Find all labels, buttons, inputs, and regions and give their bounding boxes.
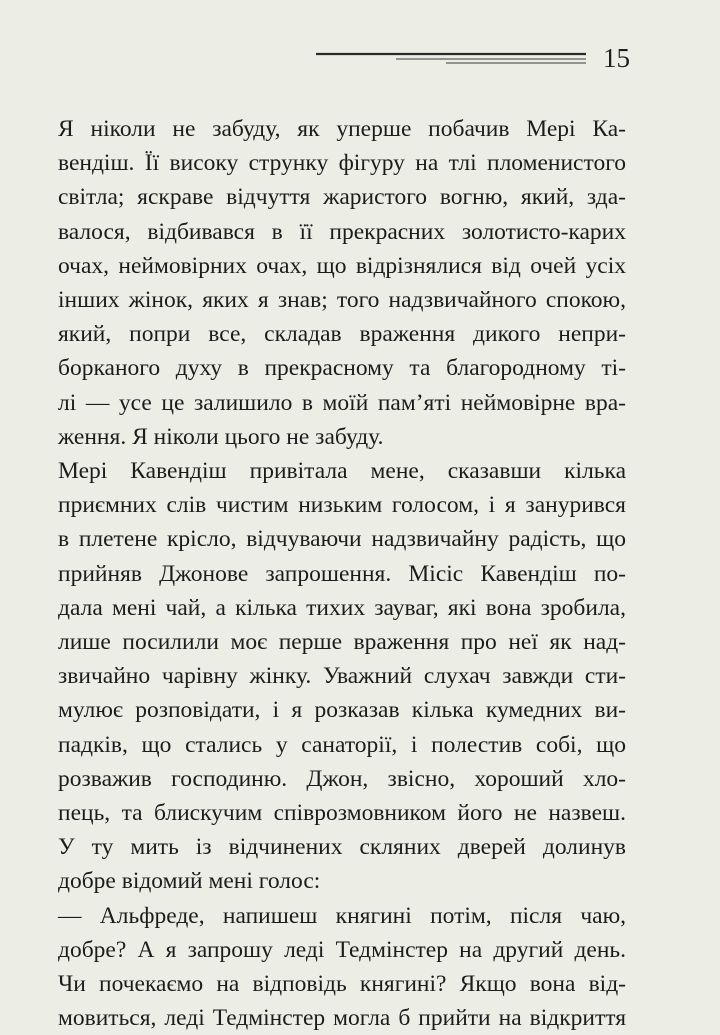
- text-line: пець, та блискучим співрозмовником його не назвеш.: [58, 800, 626, 827]
- text-line: ження. Я ніколи цього не забуду.: [58, 423, 384, 450]
- header-rule: [316, 48, 586, 70]
- text-line: вендіш. Її високу струнку фігуру на тлі пломенистого: [58, 150, 626, 177]
- text-line: приємних слів чистим низьким голосом, і я занурився: [58, 492, 626, 519]
- text-line: інших жінок, яких я знав; того надзвичайного спокою,: [58, 287, 626, 314]
- text-line: мовиться, леді Тедмінстер могла б прийти на відкриття: [58, 1005, 626, 1032]
- text-line: У ту мить із відчинених скляних дверей долинув: [58, 834, 626, 861]
- text-line: добре? А я запрошу леді Тедмінстер на другий день.: [58, 936, 626, 963]
- text-line: Я ніколи не забуду, як уперше побачив Мері Ка-: [58, 116, 626, 142]
- text-line: борканого духу в прекрасному та благородному ті-: [58, 355, 626, 382]
- text-line: — Альфреде, напишеш княгині потім, після чаю,: [58, 902, 626, 929]
- body-text: [58, 112, 626, 1035]
- text-line: мулює розповідати, і я розказав кілька кумедних ви-: [58, 697, 626, 724]
- text-line: світла; яскраве відчуття жаристого вогню, який, зда-: [58, 184, 626, 211]
- text-line: валося, відбивався в її прекрасних золотисто-карих: [58, 218, 626, 245]
- text-line: очах, неймовірних очах, що відрізнялися від очей усіх: [58, 252, 626, 279]
- text-line: Мері Кавендіш привітала мене, сказавши кілька: [58, 458, 626, 485]
- text-line: лише посилили моє перше враження про неї як над-: [58, 629, 626, 656]
- text-line: розважив господиню. Джон, звісно, хороший хло-: [58, 765, 626, 792]
- text-line: дала мені чай, а кілька тихих зауваг, які вона зробила,: [58, 594, 626, 621]
- text-line: падків, що стались у санаторії, і полестив собі, що: [58, 731, 626, 758]
- text-line: який, попри все, складав враження дикого непри-: [58, 321, 626, 348]
- text-line: в плетене крісло, відчуваючи надзвичайну радість, що: [58, 526, 626, 553]
- text-line: прийняв Джонове запрошення. Місіс Кавендіш по-: [58, 560, 626, 587]
- page-number: 15: [603, 43, 630, 73]
- text-line: лі — усе це залишило в моїй пам’яті неймовірне вра-: [58, 389, 626, 416]
- text-line: звичайно чарівну жінку. Уважний слухач завжди сти-: [58, 663, 626, 690]
- text-line: Чи почекаємо на відповідь княгині? Якщо вона від-: [58, 971, 626, 998]
- text-line: добре відомий мені голос:: [58, 868, 321, 895]
